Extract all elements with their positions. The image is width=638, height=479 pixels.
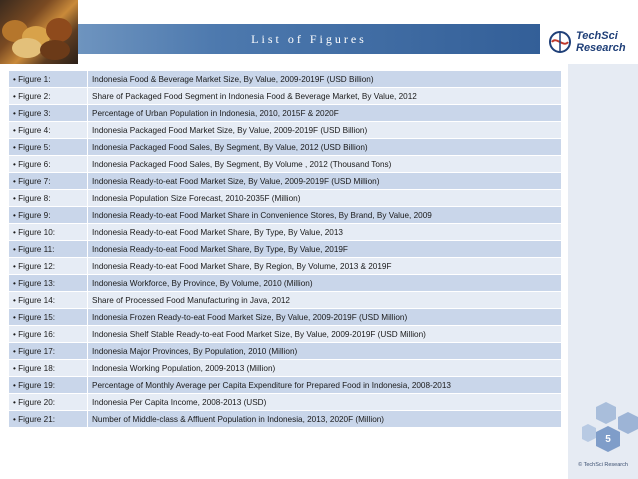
copyright-text: © TechSci Research	[578, 462, 628, 468]
figure-label	[9, 139, 88, 156]
figure-number: Figure 2:	[18, 91, 51, 101]
figure-title: Indonesia Ready-to-eat Food Market Share, By Type, By Value, 2019F	[88, 241, 562, 258]
figure-label	[9, 343, 88, 360]
figure-title: Indonesia Packaged Food Sales, By Segment, By Volume , 2012 (Thousand Tons)	[88, 156, 562, 173]
figure-title: Indonesia Packaged Food Sales, By Segment, By Value, 2012 (USD Billion)	[88, 139, 562, 156]
figure-label	[9, 156, 88, 173]
figure-number: Figure 5:	[18, 142, 51, 152]
figure-title: Indonesia Shelf Stable Ready-to-eat Food Market Size, By Value, 2009-2019F (USD Million)	[88, 326, 562, 343]
figure-number: Figure 8:	[18, 193, 51, 203]
figure-number: Figure 1:	[18, 74, 51, 84]
figure-row	[9, 411, 562, 428]
figure-row	[9, 309, 562, 326]
bullet-icon: •	[13, 397, 19, 407]
figure-row	[9, 258, 562, 275]
figure-label	[9, 309, 88, 326]
figure-title: Indonesia Ready-to-eat Food Market Size, By Value, 2009-2019F (USD Million)	[88, 173, 562, 190]
figure-number: Figure 15:	[18, 312, 56, 322]
bullet-icon: •	[13, 363, 19, 373]
figure-row	[9, 88, 562, 105]
figure-number: Figure 11:	[18, 244, 55, 254]
figure-label	[9, 122, 88, 139]
figure-row	[9, 156, 562, 173]
figure-number: Figure 4:	[18, 125, 51, 135]
figure-number: Figure 9:	[18, 210, 51, 220]
food-photo	[0, 0, 78, 64]
figure-number: Figure 12:	[18, 261, 56, 271]
figure-number: Figure 7:	[18, 176, 51, 186]
bullet-icon: •	[13, 210, 19, 220]
page-title: List of Figures	[251, 31, 367, 46]
header	[0, 0, 638, 64]
figure-title: Indonesia Ready-to-eat Food Market Share in Convenience Stores, By Brand, By Value, 2009	[88, 207, 562, 224]
figure-title: Indonesia Major Provinces, By Population, 2010 (Million)	[88, 343, 562, 360]
figure-title: Percentage of Urban Population in Indonesia, 2010, 2015F & 2020F	[88, 105, 562, 122]
figure-number: Figure 13:	[18, 278, 56, 288]
figure-title: Indonesia Working Population, 2009-2013 (Million)	[88, 360, 562, 377]
bullet-icon: •	[13, 74, 19, 84]
figure-row	[9, 207, 562, 224]
bullet-icon: •	[13, 295, 19, 305]
bullet-icon: •	[13, 329, 19, 339]
figure-label	[9, 360, 88, 377]
figure-label	[9, 190, 88, 207]
figure-label	[9, 88, 88, 105]
figure-label	[9, 207, 88, 224]
bullet-icon: •	[13, 193, 19, 203]
figure-row	[9, 360, 562, 377]
bullet-icon: •	[13, 176, 19, 186]
figure-label	[9, 394, 88, 411]
figure-title: Indonesia Packaged Food Market Size, By Value, 2009-2019F (USD Billion)	[88, 122, 562, 139]
bullet-icon: •	[13, 91, 19, 101]
figure-number: Figure 20:	[18, 397, 56, 407]
figure-label	[9, 258, 88, 275]
bullet-icon: •	[13, 278, 19, 288]
figure-title: Share of Processed Food Manufacturing in Java, 2012	[88, 292, 562, 309]
figure-row	[9, 139, 562, 156]
figure-number: Figure 10:	[18, 227, 56, 237]
bullet-icon: •	[13, 312, 19, 322]
figure-title: Number of Middle-class & Affluent Population in Indonesia, 2013, 2020F (Million)	[88, 411, 562, 428]
figure-label	[9, 411, 88, 428]
figure-row	[9, 190, 562, 207]
figure-number: Figure 21:	[18, 414, 56, 424]
bullet-icon: •	[13, 414, 19, 424]
figure-title: Share of Packaged Food Segment in Indonesia Food & Beverage Market, By Value, 2012	[88, 88, 562, 105]
bullet-icon: •	[13, 108, 19, 118]
figure-title: Indonesia Food & Beverage Market Size, By Value, 2009-2019F (USD Billion)	[88, 71, 562, 88]
page-number: 5	[605, 434, 611, 445]
figure-label	[9, 71, 88, 88]
figure-label	[9, 292, 88, 309]
figure-title: Indonesia Ready-to-eat Food Market Share, By Type, By Value, 2013	[88, 224, 562, 241]
figure-title: Indonesia Per Capita Income, 2008-2013 (USD)	[88, 394, 562, 411]
figure-title: Indonesia Ready-to-eat Food Market Share, By Region, By Volume, 2013 & 2019F	[88, 258, 562, 275]
figure-number: Figure 3:	[18, 108, 51, 118]
bullet-icon: •	[13, 142, 19, 152]
bullet-icon: •	[13, 380, 19, 390]
figure-row	[9, 173, 562, 190]
figure-row	[9, 71, 562, 88]
figure-row	[9, 326, 562, 343]
hexagon-decoration	[582, 402, 638, 462]
bullet-icon: •	[13, 125, 19, 135]
figure-label	[9, 241, 88, 258]
figure-title: Indonesia Workforce, By Province, By Volume, 2010 (Million)	[88, 275, 562, 292]
figure-row	[9, 241, 562, 258]
bullet-icon: •	[13, 261, 19, 271]
figure-row	[9, 292, 562, 309]
logo-text-line1: TechSci	[576, 30, 618, 42]
figure-number: Figure 18:	[18, 363, 56, 373]
figure-row	[9, 105, 562, 122]
bullet-icon: •	[13, 159, 19, 169]
figure-label	[9, 173, 88, 190]
figure-number: Figure 14:	[18, 295, 56, 305]
logo-icon	[548, 30, 572, 54]
techsci-logo	[548, 24, 638, 60]
figure-number: Figure 16:	[18, 329, 56, 339]
figure-row	[9, 122, 562, 139]
bullet-icon: •	[13, 346, 19, 356]
figure-number: Figure 17:	[18, 346, 56, 356]
figure-label	[9, 224, 88, 241]
figure-label	[9, 105, 88, 122]
figure-row	[9, 275, 562, 292]
bullet-icon: •	[13, 244, 19, 254]
figure-row	[9, 377, 562, 394]
figure-label	[9, 275, 88, 292]
figure-row	[9, 394, 562, 411]
figure-number: Figure 19:	[18, 380, 56, 390]
figure-title: Indonesia Population Size Forecast, 2010-2035F (Million)	[88, 190, 562, 207]
figure-row	[9, 343, 562, 360]
figure-label	[9, 377, 88, 394]
title-band	[78, 24, 540, 54]
bullet-icon: •	[13, 227, 19, 237]
figure-label	[9, 326, 88, 343]
figure-number: Figure 6:	[18, 159, 51, 169]
figures-table	[8, 70, 562, 428]
figure-title: Percentage of Monthly Average per Capita Expenditure for Prepared Food in Indonesia, 2008-2013	[88, 377, 562, 394]
logo-text-line2: Research	[576, 42, 626, 54]
figure-title: Indonesia Frozen Ready-to-eat Food Market Size, By Value, 2009-2019F (USD Million)	[88, 309, 562, 326]
figure-row	[9, 224, 562, 241]
